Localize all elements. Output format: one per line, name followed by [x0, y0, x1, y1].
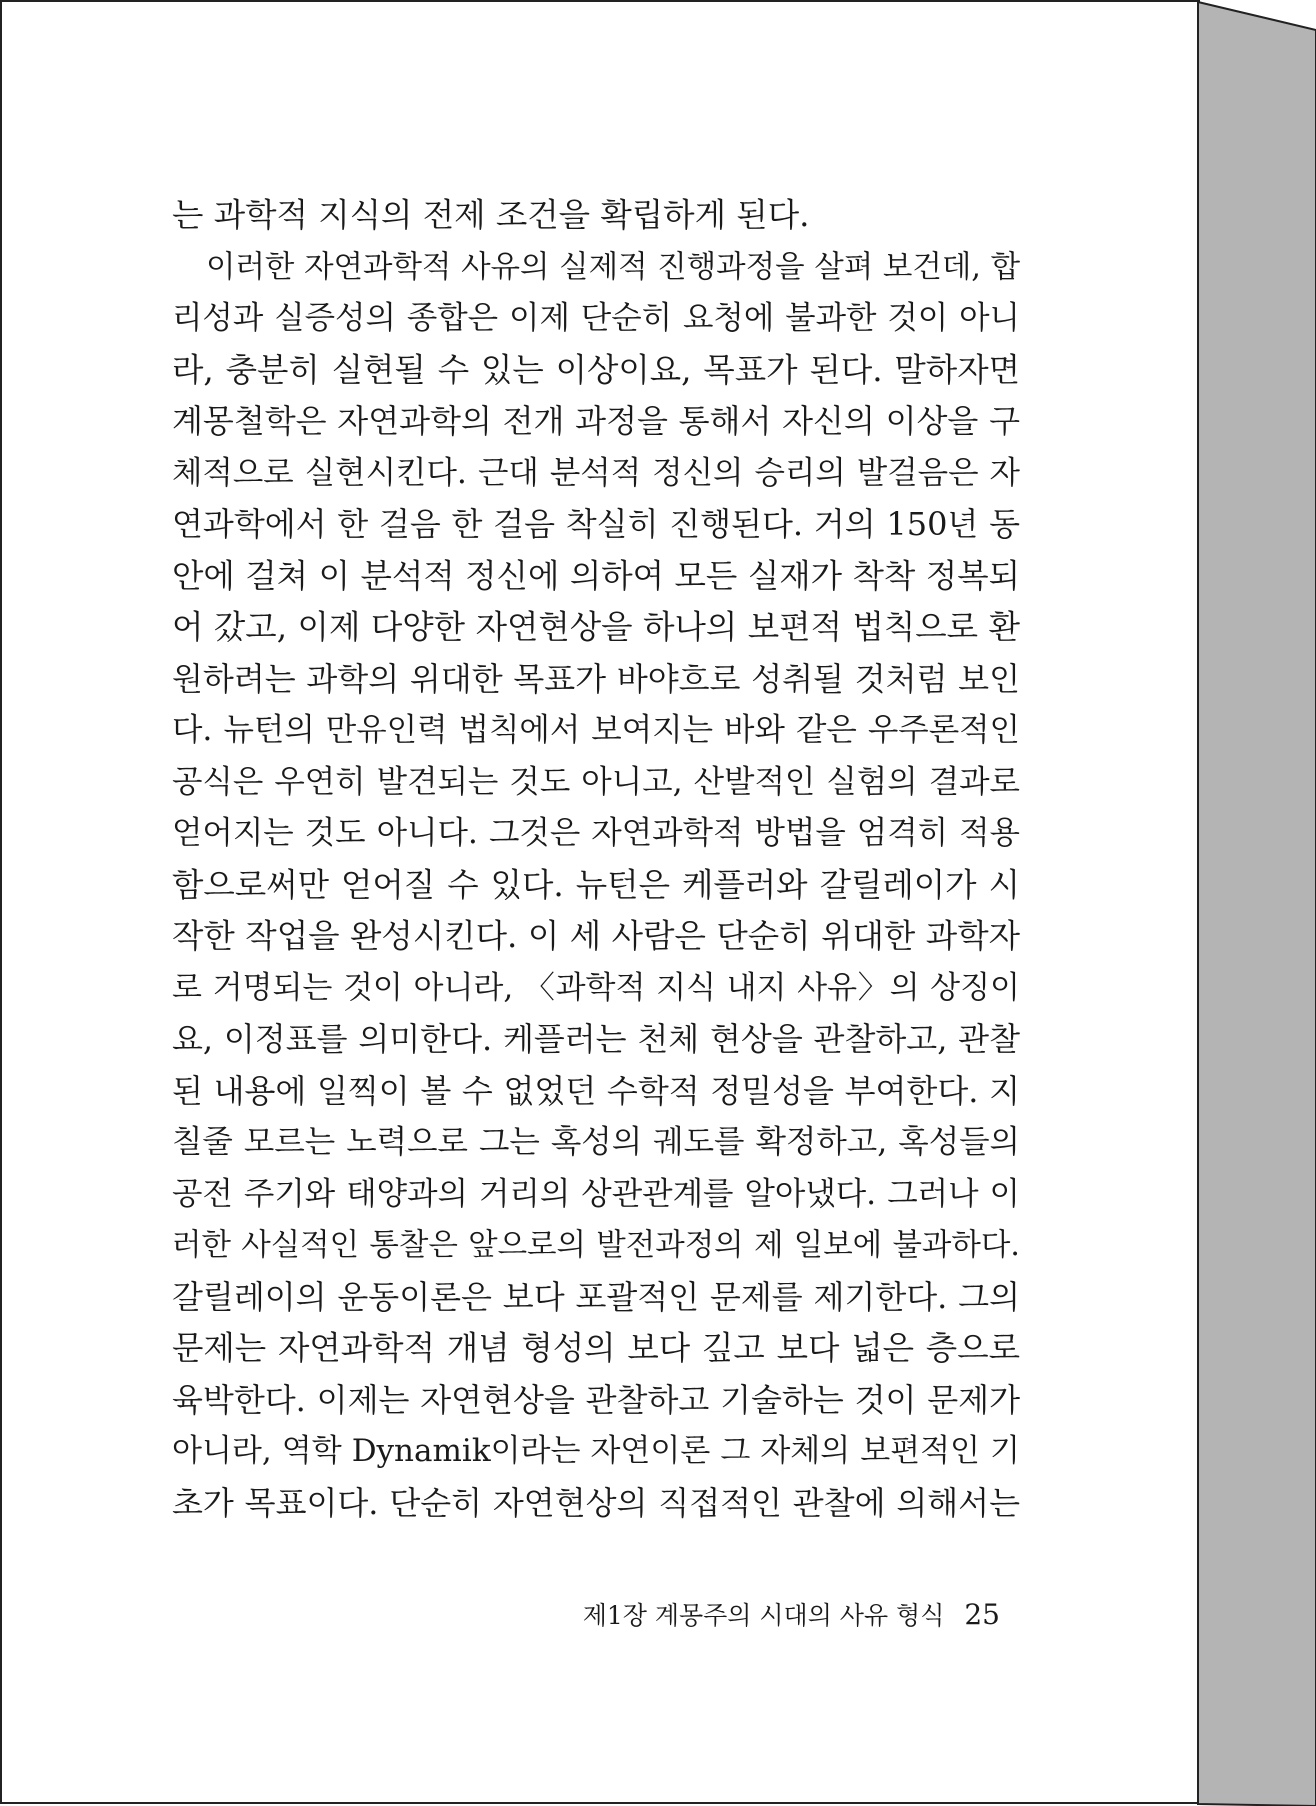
text-line: 공식은 우연히 발견되는 것도 아니고, 산발적인 실험의 결과로: [172, 763, 1020, 800]
text-line: 리성과 실증성의 종합은 이제 단순히 요청에 불과한 것이 아니: [172, 300, 1020, 336]
body-text: [172, 190, 1020, 1529]
text-line: 초가 목표이다. 단순히 자연현상의 직접적인 관찰에 의해서는: [172, 1483, 1020, 1522]
text-line: 로 거명되는 것이 아니라, 〈과학적 지식 내지 사유〉의 상징이: [172, 969, 1020, 1006]
text-line: 문제는 자연과학적 개념 형성의 보다 깊고 보다 넓은 층으로: [172, 1329, 1020, 1367]
running-chapter-title: 제1장 계몽주의 시대의 사유 형식: [582, 1601, 945, 1630]
page-footer: [560, 1596, 1000, 1632]
text-line: 다. 뉴턴의 만유인력 법칙에서 보여지는 바와 같은 우주론적인: [172, 712, 1020, 748]
text-line: 는 과학적 지식의 전제 조건을 확립하게 된다.: [172, 196, 810, 234]
text-line: 칠줄 모르는 노력으로 그는 혹성의 궤도를 확정하고, 혹성들의: [172, 1124, 1020, 1160]
text-line: 작한 작업을 완성시킨다. 이 세 사람은 단순히 위대한 과학자: [172, 917, 1020, 955]
page-number: 25: [964, 1598, 1000, 1631]
text-line: 어 갔고, 이제 다양한 자연현상을 하나의 보편적 법칙으로 환: [172, 608, 1020, 646]
text-line: 공전 주기와 태양과의 거리의 상관관계를 알아냈다. 그러나 이: [172, 1175, 1020, 1212]
text-line: 갈릴레이의 운동이론은 보다 포괄적인 문제를 제기한다. 그의: [172, 1277, 1020, 1316]
text-line: 얻어지는 것도 아니다. 그것은 자연과학적 방법을 엄격히 적용: [172, 815, 1020, 851]
text-line: 된 내용에 일찍이 볼 수 없었던 수학적 정밀성을 부여한다. 지: [172, 1071, 1020, 1110]
text-line: 안에 걸쳐 이 분석적 정신에 의하여 모든 실재가 착착 정복되: [172, 556, 1020, 595]
text-line: 육박한다. 이제는 자연현상을 관찰하고 기술하는 것이 문제가: [172, 1380, 1020, 1419]
text-line: 이러한 자연과학적 사유의 실제적 진행과정을 살펴 보건데, 합: [206, 249, 1020, 285]
text-line: 라, 충분히 실현될 수 있는 이상이요, 목표가 된다. 말하자면: [172, 350, 1020, 389]
text-line: 원하려는 과학의 위대한 목표가 바야흐로 성취될 것처럼 보인: [172, 659, 1020, 698]
text-line: 체적으로 실현시킨다. 근대 분석적 정신의 승리의 발걸음은 자: [172, 454, 1020, 491]
text-line: 함으로써만 얻어질 수 있다. 뉴턴은 케플러와 갈릴레이가 시: [172, 865, 1020, 904]
text-line: 요, 이정표를 의미한다. 케플러는 천체 현상을 관찰하고, 관찰: [172, 1020, 1020, 1058]
text-line: 연과학에서 한 걸음 한 걸음 착실히 진행된다. 거의 150년 동: [172, 505, 1020, 543]
text-line: 러한 사실적인 통찰은 앞으로의 발전과정의 제 일보에 불과하다.: [172, 1228, 1020, 1263]
text-line: 아니라, 역학 Dynamik이라는 자연이론 그 자체의 보편적인 기: [172, 1433, 1020, 1469]
text-line: 계몽철학은 자연과학의 전개 과정을 통해서 자신의 이상을 구: [172, 402, 1020, 440]
